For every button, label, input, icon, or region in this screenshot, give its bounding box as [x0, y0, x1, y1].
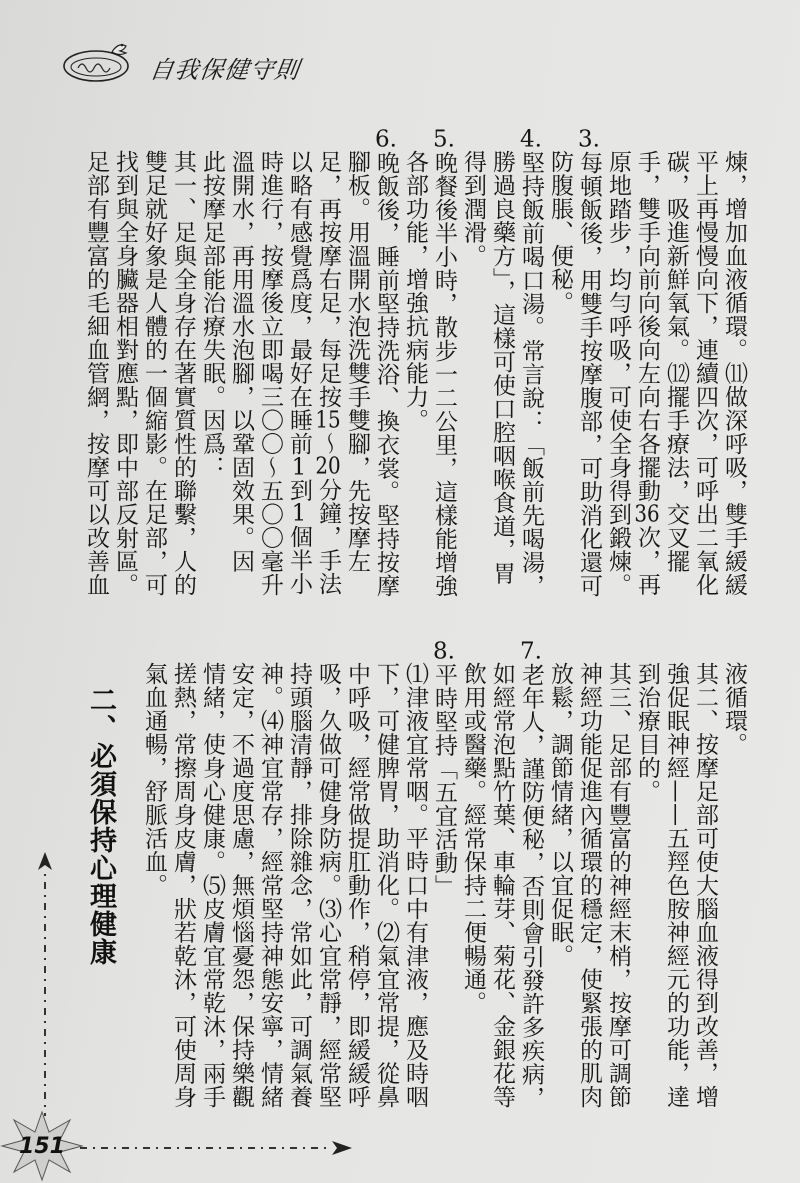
text-column: 搓熱，常擦周身皮膚，狀若乾沐，可使周身 — [170, 662, 196, 1109]
text-column: 吸，久做可健身防病。⑶心宜常靜，經常堅 — [315, 662, 341, 1109]
text-column: 各部功能，增強抗病能力。 — [402, 150, 428, 432]
text-column: 雙足就好象是人體的一個縮影。在足部，可 — [141, 150, 167, 597]
numbered-item-column: 3.每頓飯後，用雙手按摩腹部，可助消化還可 — [576, 128, 602, 598]
text-column: 手，雙手向前向後向左向右各擺動36次，再 — [634, 150, 660, 596]
numbered-item-column: 7.老年人，謹防便秘，否則會引發許多疾病， — [518, 640, 544, 1110]
text-column: 煉，增加血液循環。⑾做深呼吸，雙手緩緩 — [721, 150, 747, 597]
text-column: 溫開水，再用溫水泡腳，以鞏固效果。因 — [228, 150, 254, 573]
header-logo-icon — [60, 34, 140, 86]
text-column: 足部有豐富的毛細血管網，按摩可以改善血 — [83, 150, 109, 597]
text-column: 其二、按摩足部可使大腦血液得到改善，增 — [692, 662, 718, 1109]
text-column: ⑴津液宜常咽。平時口中有津液，應及時咽 — [402, 662, 428, 1109]
text-column: 腳板。用溫開水泡洗雙手雙腳，先按摩左 — [344, 150, 370, 573]
numbered-item-column: 6.晚飯後，睡前堅持洗浴、換衣裳。堅持按摩 — [373, 128, 399, 598]
running-header-title: 自我保健守則 — [147, 56, 302, 84]
text-column: 以略有感覺爲度，最好在睡前1到1個半小 — [286, 150, 312, 596]
horizontal-arrow-ornament-icon — [70, 1137, 355, 1159]
numbered-item-column: 4.堅持飯前喝口湯。常言說：「飯前先喝湯， — [518, 128, 544, 598]
text-column: 持頭腦清靜，排除雜念，常如此，可調氣養 — [286, 662, 312, 1109]
text-column: 情緒，使身心健康。⑸皮膚宜常乾沐，兩手 — [199, 662, 225, 1109]
text-column: 到治療目的。 — [634, 662, 660, 803]
text-column: 得到潤滑。 — [460, 150, 486, 268]
text-column: 放鬆，調節情緒，以宜促眠。 — [547, 662, 573, 968]
text-column: 神。⑷神宜常存，經常堅持神態安寧，情緒 — [257, 662, 283, 1109]
vertical-arrow-ornament-icon — [33, 848, 57, 1123]
text-column: 其一、足與全身存在著實質性的聯繫，人的 — [170, 150, 196, 597]
text-column: 平上再慢慢向下，連續四次，可呼出二氧化 — [692, 150, 718, 597]
text-column: 如經常泡點竹葉、車輪芽、菊花、金銀花等 — [489, 662, 515, 1109]
page-number: 151 — [19, 1134, 65, 1159]
text-column: 原地踏步，均勻呼吸，可使全身得到鍛煉。 — [605, 150, 631, 597]
text-column: 飲用或醫藥。經常保持二便暢通。 — [460, 662, 486, 1015]
text-column: 防腹脹、便秘。 — [547, 150, 573, 315]
text-column: 液循環。 — [721, 662, 747, 756]
text-column: 強促眠神經——五羥色胺神經元的功能，達 — [663, 662, 689, 1109]
text-column: 找到與全身臟器相對應點，即中部反射區。 — [112, 150, 138, 597]
text-column: 氣血通暢，舒脈活血。 — [141, 662, 167, 897]
text-column: 足，再按摩右足，每足按15～20分鐘，手法 — [315, 150, 341, 596]
text-column: 時進行，按摩後立即喝三〇〇～五〇〇毫升 — [257, 150, 283, 597]
upper-text-block — [81, 128, 748, 628]
section-heading: 二、必須保持心理健康 — [85, 686, 116, 966]
numbered-item-column: 8.平時堅持「五宜活動」 — [431, 640, 457, 898]
text-column: 安定，不過度思慮，無煩惱憂怨，保持樂觀 — [228, 662, 254, 1109]
text-column: 神經功能促進內循環的穩定，使緊張的肌肉 — [576, 662, 602, 1109]
text-column: 其三、足部有豐富的神經末梢，按摩可調節 — [605, 662, 631, 1109]
lower-text-block — [139, 640, 748, 1140]
text-column: 此按摩足部能治療失眠。因爲： — [199, 150, 225, 479]
text-column: 勝過良藥方」，這樣可使口腔咽喉食道，胃 — [489, 150, 515, 585]
text-column: 碳，吸進新鮮氧氣。⑿擺手療法，交叉擺 — [663, 150, 689, 573]
numbered-item-column: 5.晚餐後半小時，散步一二公里，這樣能增強 — [431, 128, 457, 598]
text-column: 中呼吸，經常做提肛動作，稍停，即緩緩呼 — [344, 662, 370, 1109]
text-column: 下，可健脾胃，助消化。⑵氣宜常提，從鼻 — [373, 662, 399, 1109]
